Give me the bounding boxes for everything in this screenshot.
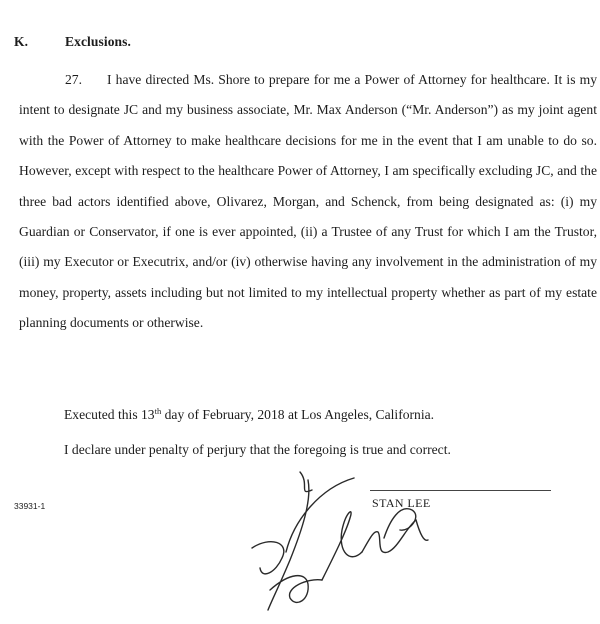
paragraph-27 — [19, 65, 597, 339]
section-heading — [14, 34, 131, 50]
section-title: Exclusions. — [65, 34, 131, 49]
execution-prefix: Executed this 13 — [64, 407, 155, 422]
perjury-declaration: I declare under penalty of perjury that the foregoing is true and correct. — [64, 442, 451, 457]
paragraph-number: 27. — [65, 72, 82, 87]
section-letter: K. — [14, 34, 29, 49]
handwritten-signature — [250, 460, 430, 624]
execution-statement — [64, 406, 434, 423]
paragraph-text: I have directed Ms. Shore to prepare for me a Power of Attorney for healthcare. It is my intent to designate JC and my business associate, Mr. Max Anderson (“Mr. Anderson”) as my joint agent with the Power of Attorney to make healthcare decisions for me in the event that I am unable to do so. However, except with respect to the healthcare Power of Attorney, I am specifically excluding JC, and the three bad actors identified above, Olivarez, Morgan, and Schenck, from being designated as: (i) my Guardian or Conservator, if one is ever appointed, (ii) a Trustee of any Trust for which I am the Trustor, (iii) my Executor or Executrix, and/or (iv) otherwise having any involvement in the administration of my money, property, assets including but not limited to my intellectual property whether as part of my estate planning documents or otherwise. — [19, 72, 597, 331]
execution-rest: day of February, 2018 at Los Angeles, California. — [161, 407, 435, 422]
signer-name: STAN LEE — [372, 496, 431, 510]
execution-ordinal: th — [154, 406, 162, 416]
document-id: 33931-1 — [14, 501, 46, 511]
